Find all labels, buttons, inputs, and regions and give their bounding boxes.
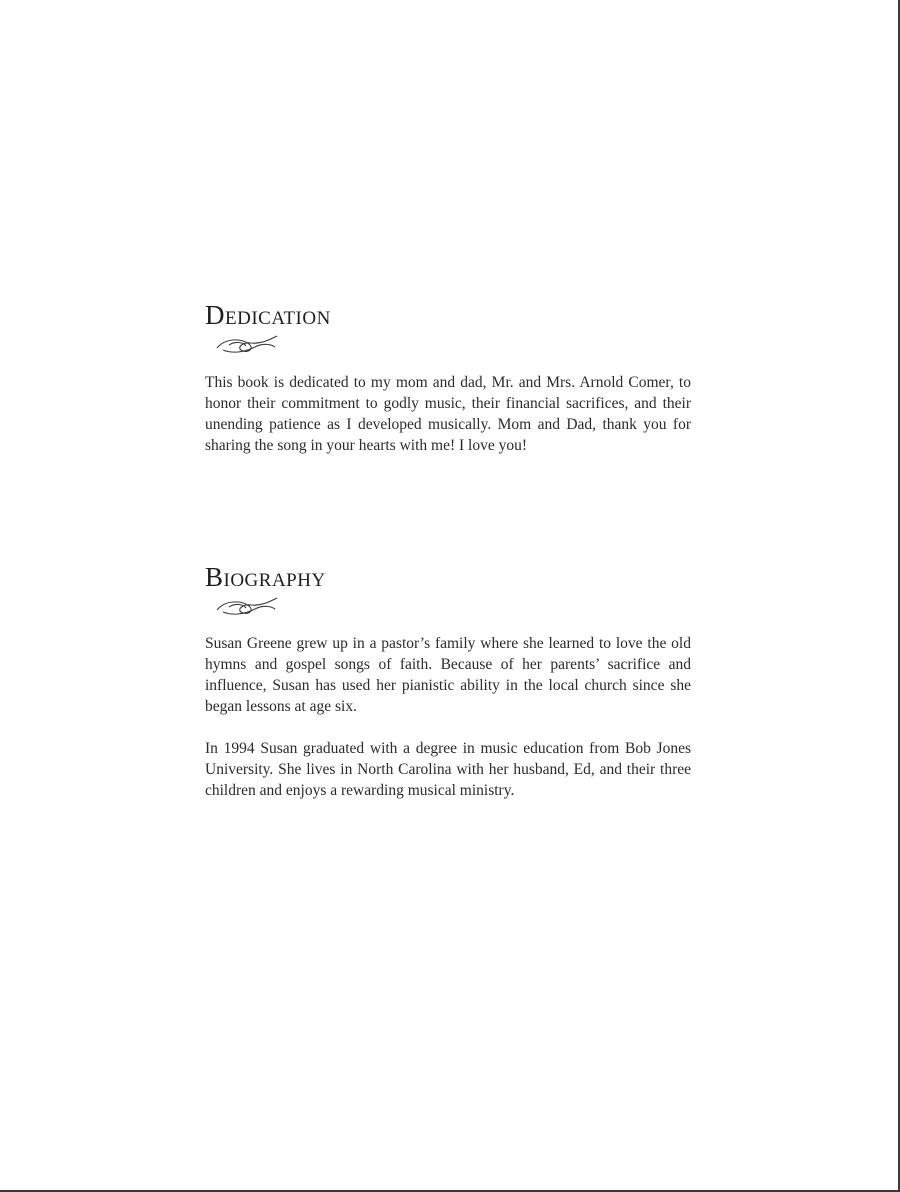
dedication-heading: Dedication (205, 300, 331, 330)
biography-heading: Biography (205, 562, 326, 592)
biography-section (205, 562, 691, 801)
dedication-section (205, 300, 691, 456)
dedication-paragraph: This book is dedicated to my mom and dad, Mr. and Mrs. Arnold Comer, to honor their commitment to godly music, their financial sacrifices, and their unending patience as I developed musically. Mom and Dad, thank you for sharing the song in your hearts with me! I love you! (205, 374, 691, 454)
biography-paragraph-2: In 1994 Susan graduated with a degree in music education from Bob Jones University. She lives in North Carolina with her husband, Ed, and their three children and enjoys a rewarding musical ministry. (205, 740, 691, 799)
flourish-icon (215, 594, 281, 618)
biography-paragraph-1: Susan Greene grew up in a pastor’s family where she learned to love the old hymns and gospel songs of faith. Because of her parents’ sacrifice and influence, Susan has used her pianistic ability in the local church since she began lessons at age six. (205, 635, 691, 715)
flourish-icon (215, 332, 281, 356)
